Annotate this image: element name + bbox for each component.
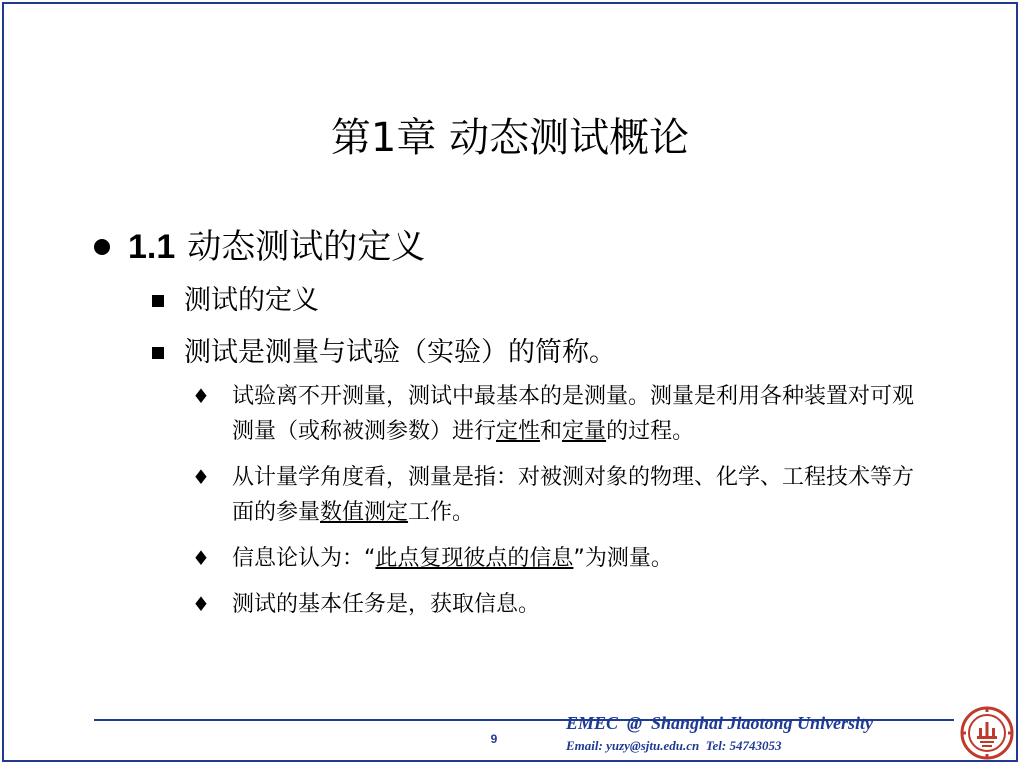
detail-text-part: 试验离不开测量，测试中最基本的是测量。测量是利用各种装置对可观测量（或称被测参数）进行 [232,384,915,444]
section-number: 1.1 [128,228,176,266]
detail-text [232,460,932,530]
detail-text-part: 和 [540,419,563,444]
underlined-term: 定性 [496,419,541,444]
footer-contact: Email: yuzy@sjtu.edu.cn Tel: 54743053 [566,738,782,753]
diamond-bullet-icon: ♦ [192,592,210,616]
section-label: 动态测试的定义 [187,227,426,267]
diamond-bullet-icon: ♦ [192,384,210,408]
detail-item-2 [192,460,932,530]
subpoint-text: 测试的定义 [184,285,319,316]
footer-affiliation: EMEC @ Shanghai Jiaotong University [566,713,874,733]
section-heading [94,224,425,270]
detail-list [192,379,932,633]
university-seal-icon [960,706,1014,760]
detail-text [232,541,932,576]
detail-text-part: 的过程。 [606,419,695,444]
detail-item-4 [192,587,932,622]
detail-text-part: 从计量学角度看，测量是指：对被测对象的物理、化学、工程技术等方面的参量 [232,465,915,525]
slide-title: 第1章 动态测试概论 [330,115,690,161]
slide [2,2,1018,762]
detail-item-3 [192,541,932,576]
circle-bullet-icon [94,239,110,255]
underlined-term: 数值测定 [320,500,409,525]
square-bullet-icon [152,295,164,307]
subpoint-2 [152,334,616,372]
detail-text: 测试的基本任务是，获取信息。 [232,592,541,617]
underlined-term: 定量 [562,419,607,444]
underlined-term: 此点复现彼点的信息 [375,546,574,571]
detail-text-part: ”为测量。 [573,546,673,571]
detail-text-part: 工作。 [408,500,475,525]
square-bullet-icon [152,347,164,359]
page-number: 9 [490,732,498,746]
subpoint-1 [152,282,319,320]
detail-text [232,379,932,449]
detail-text-part: 信息论认为：“ [232,546,376,571]
diamond-bullet-icon: ♦ [192,546,210,570]
subpoint-text: 测试是测量与试验（实验）的简称。 [184,337,616,368]
diamond-bullet-icon: ♦ [192,465,210,489]
detail-item-1 [192,379,932,449]
